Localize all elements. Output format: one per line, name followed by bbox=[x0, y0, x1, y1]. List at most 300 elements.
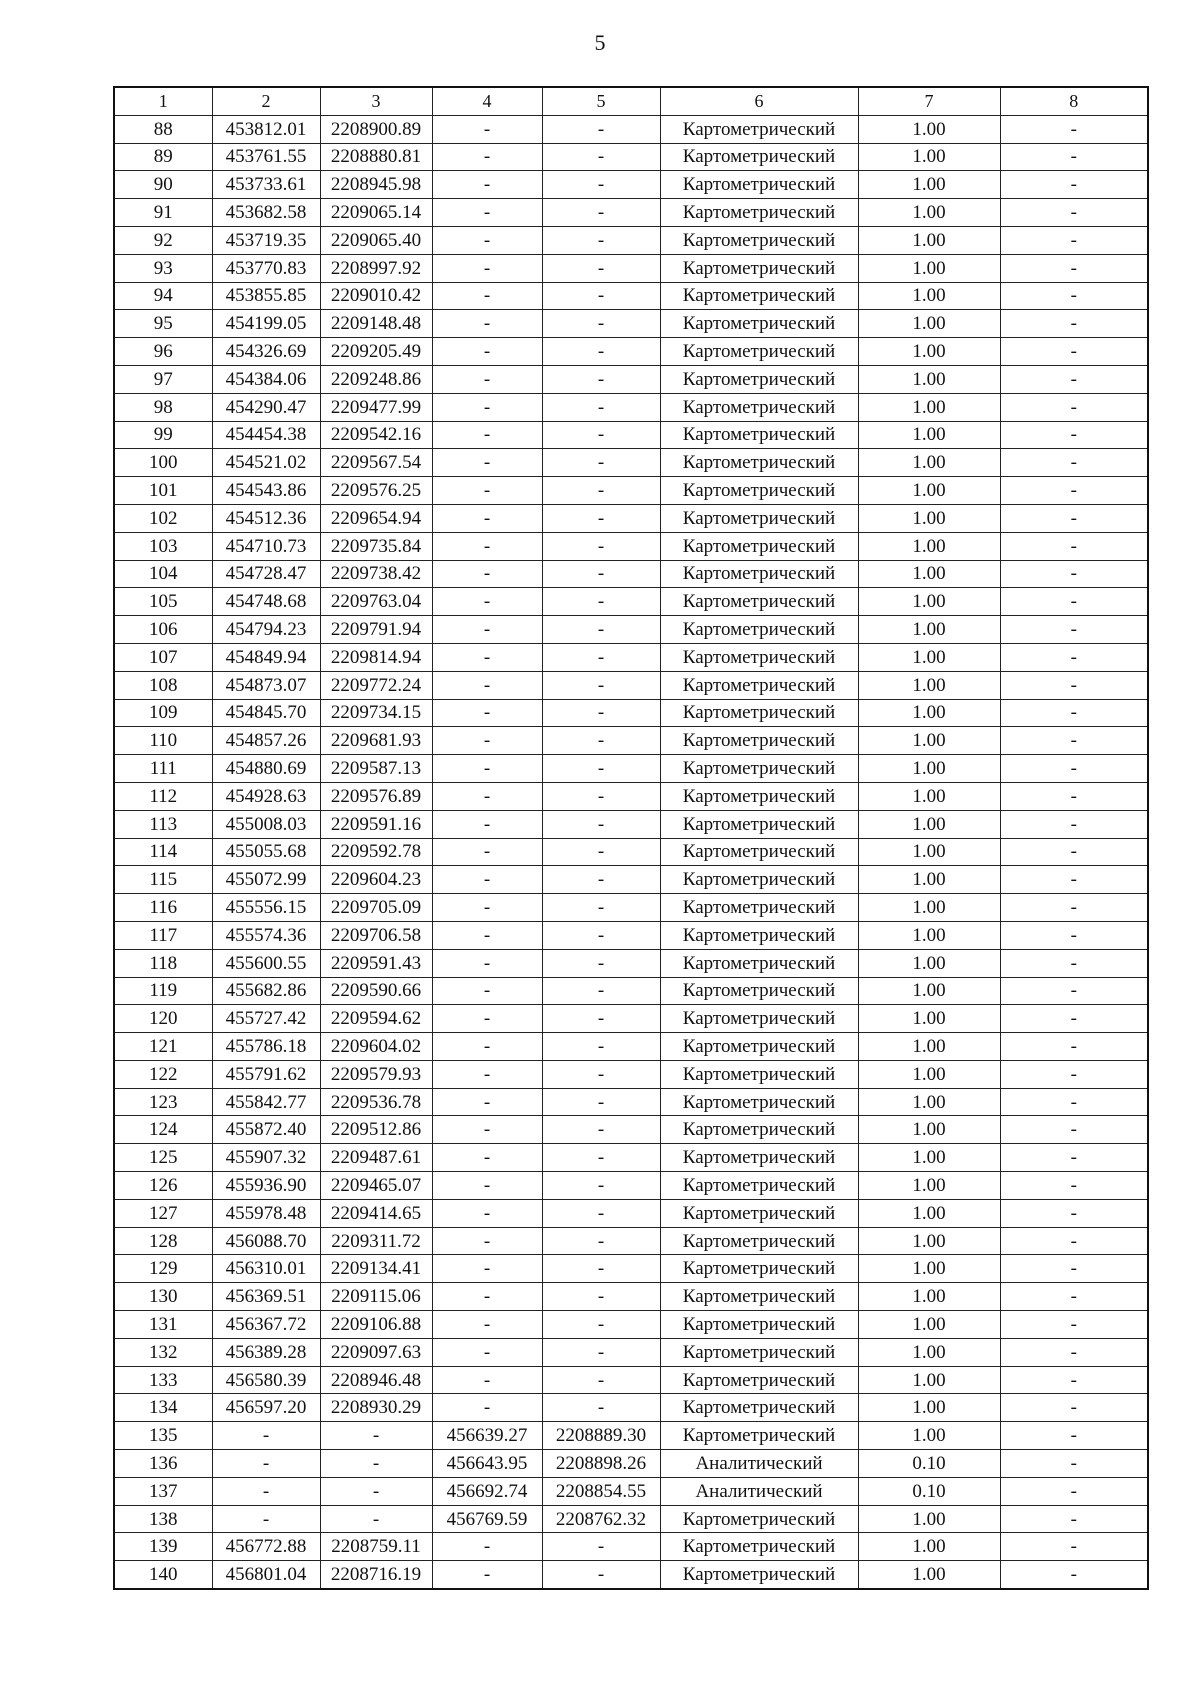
column-header: 3 bbox=[320, 87, 432, 115]
y-coordinate-cell: 2209814.94 bbox=[320, 643, 432, 671]
y-new-coordinate-cell: - bbox=[542, 393, 660, 421]
point-number-cell: 128 bbox=[114, 1227, 212, 1255]
x-new-coordinate-cell: - bbox=[432, 199, 542, 227]
point-number-cell: 129 bbox=[114, 1255, 212, 1283]
accuracy-cell: 1.00 bbox=[858, 560, 1000, 588]
point-number-cell: 101 bbox=[114, 477, 212, 505]
x-coordinate-cell: 454326.69 bbox=[212, 338, 320, 366]
y-coordinate-cell: 2209115.06 bbox=[320, 1283, 432, 1311]
y-coordinate-cell: - bbox=[320, 1505, 432, 1533]
point-number-cell: 126 bbox=[114, 1172, 212, 1200]
table-row bbox=[114, 171, 1148, 199]
accuracy-cell: 1.00 bbox=[858, 504, 1000, 532]
method-cell: Картометрический bbox=[660, 1561, 858, 1589]
method-cell: Картометрический bbox=[660, 643, 858, 671]
y-coordinate-cell: 2208946.48 bbox=[320, 1366, 432, 1394]
table-row bbox=[114, 115, 1148, 143]
y-coordinate-cell: 2209477.99 bbox=[320, 393, 432, 421]
y-new-coordinate-cell: - bbox=[542, 171, 660, 199]
x-new-coordinate-cell: 456692.74 bbox=[432, 1477, 542, 1505]
table-row bbox=[114, 838, 1148, 866]
table-row bbox=[114, 504, 1148, 532]
x-coordinate-cell: - bbox=[212, 1505, 320, 1533]
description-cell: - bbox=[1000, 1477, 1148, 1505]
description-cell: - bbox=[1000, 921, 1148, 949]
accuracy-cell: 1.00 bbox=[858, 532, 1000, 560]
table-row bbox=[114, 1561, 1148, 1589]
x-new-coordinate-cell: - bbox=[432, 1005, 542, 1033]
table-row bbox=[114, 755, 1148, 783]
table-row bbox=[114, 1422, 1148, 1450]
y-new-coordinate-cell: - bbox=[542, 977, 660, 1005]
description-cell: - bbox=[1000, 727, 1148, 755]
point-number-cell: 134 bbox=[114, 1394, 212, 1422]
method-cell: Картометрический bbox=[660, 838, 858, 866]
x-coordinate-cell: 455574.36 bbox=[212, 921, 320, 949]
y-coordinate-cell: 2208997.92 bbox=[320, 254, 432, 282]
method-cell: Картометрический bbox=[660, 699, 858, 727]
y-coordinate-cell: - bbox=[320, 1422, 432, 1450]
point-number-cell: 113 bbox=[114, 810, 212, 838]
method-cell: Картометрический bbox=[660, 588, 858, 616]
method-cell: Картометрический bbox=[660, 421, 858, 449]
x-new-coordinate-cell: - bbox=[432, 1311, 542, 1339]
method-cell: Картометрический bbox=[660, 365, 858, 393]
accuracy-cell: 1.00 bbox=[858, 1033, 1000, 1061]
x-new-coordinate-cell: - bbox=[432, 894, 542, 922]
y-new-coordinate-cell: - bbox=[542, 810, 660, 838]
accuracy-cell: 1.00 bbox=[858, 671, 1000, 699]
table-row bbox=[114, 560, 1148, 588]
y-new-coordinate-cell: - bbox=[542, 1561, 660, 1589]
x-new-coordinate-cell: - bbox=[432, 532, 542, 560]
x-coordinate-cell: 453719.35 bbox=[212, 226, 320, 254]
table-row bbox=[114, 282, 1148, 310]
y-coordinate-cell: 2209106.88 bbox=[320, 1311, 432, 1339]
x-coordinate-cell: 455008.03 bbox=[212, 810, 320, 838]
method-cell: Картометрический bbox=[660, 1505, 858, 1533]
y-coordinate-cell: 2209576.89 bbox=[320, 782, 432, 810]
x-new-coordinate-cell: - bbox=[432, 560, 542, 588]
accuracy-cell: 1.00 bbox=[858, 921, 1000, 949]
point-number-cell: 119 bbox=[114, 977, 212, 1005]
y-coordinate-cell: 2208759.11 bbox=[320, 1533, 432, 1561]
accuracy-cell: 1.00 bbox=[858, 282, 1000, 310]
accuracy-cell: 1.00 bbox=[858, 1394, 1000, 1422]
point-number-cell: 133 bbox=[114, 1366, 212, 1394]
y-coordinate-cell: 2209465.07 bbox=[320, 1172, 432, 1200]
y-coordinate-cell: 2209587.13 bbox=[320, 755, 432, 783]
point-number-cell: 115 bbox=[114, 866, 212, 894]
table-header-row bbox=[114, 87, 1148, 115]
method-cell: Картометрический bbox=[660, 949, 858, 977]
x-coordinate-cell: - bbox=[212, 1450, 320, 1478]
method-cell: Картометрический bbox=[660, 1366, 858, 1394]
point-number-cell: 104 bbox=[114, 560, 212, 588]
x-coordinate-cell: 455727.42 bbox=[212, 1005, 320, 1033]
method-cell: Картометрический bbox=[660, 977, 858, 1005]
y-new-coordinate-cell: - bbox=[542, 338, 660, 366]
accuracy-cell: 1.00 bbox=[858, 1338, 1000, 1366]
accuracy-cell: 1.00 bbox=[858, 866, 1000, 894]
x-new-coordinate-cell: - bbox=[432, 1199, 542, 1227]
description-cell: - bbox=[1000, 449, 1148, 477]
point-number-cell: 96 bbox=[114, 338, 212, 366]
x-new-coordinate-cell: - bbox=[432, 921, 542, 949]
x-coordinate-cell: 454521.02 bbox=[212, 449, 320, 477]
accuracy-cell: 1.00 bbox=[858, 1311, 1000, 1339]
accuracy-cell: 1.00 bbox=[858, 1005, 1000, 1033]
x-coordinate-cell: 454794.23 bbox=[212, 616, 320, 644]
description-cell: - bbox=[1000, 1088, 1148, 1116]
point-number-cell: 130 bbox=[114, 1283, 212, 1311]
accuracy-cell: 1.00 bbox=[858, 894, 1000, 922]
point-number-cell: 112 bbox=[114, 782, 212, 810]
method-cell: Картометрический bbox=[660, 1394, 858, 1422]
table-row bbox=[114, 1005, 1148, 1033]
y-new-coordinate-cell: - bbox=[542, 1338, 660, 1366]
y-coordinate-cell: 2209567.54 bbox=[320, 449, 432, 477]
accuracy-cell: 1.00 bbox=[858, 782, 1000, 810]
x-new-coordinate-cell: - bbox=[432, 1533, 542, 1561]
description-cell: - bbox=[1000, 1338, 1148, 1366]
y-coordinate-cell: 2208900.89 bbox=[320, 115, 432, 143]
x-coordinate-cell: 453682.58 bbox=[212, 199, 320, 227]
x-new-coordinate-cell: - bbox=[432, 226, 542, 254]
y-coordinate-cell: 2209591.16 bbox=[320, 810, 432, 838]
accuracy-cell: 1.00 bbox=[858, 755, 1000, 783]
accuracy-cell: 1.00 bbox=[858, 226, 1000, 254]
y-new-coordinate-cell: - bbox=[542, 477, 660, 505]
table-row bbox=[114, 338, 1148, 366]
accuracy-cell: 1.00 bbox=[858, 171, 1000, 199]
x-new-coordinate-cell: - bbox=[432, 671, 542, 699]
method-cell: Картометрический bbox=[660, 449, 858, 477]
y-new-coordinate-cell: - bbox=[542, 727, 660, 755]
point-number-cell: 102 bbox=[114, 504, 212, 532]
accuracy-cell: 1.00 bbox=[858, 338, 1000, 366]
method-cell: Картометрический bbox=[660, 1533, 858, 1561]
description-cell: - bbox=[1000, 810, 1148, 838]
table-row bbox=[114, 727, 1148, 755]
x-coordinate-cell: 454849.94 bbox=[212, 643, 320, 671]
table-row bbox=[114, 1060, 1148, 1088]
y-coordinate-cell: 2209763.04 bbox=[320, 588, 432, 616]
accuracy-cell: 1.00 bbox=[858, 1561, 1000, 1589]
accuracy-cell: 1.00 bbox=[858, 365, 1000, 393]
x-new-coordinate-cell: - bbox=[432, 1172, 542, 1200]
x-coordinate-cell: 455842.77 bbox=[212, 1088, 320, 1116]
point-number-cell: 110 bbox=[114, 727, 212, 755]
x-coordinate-cell: 455600.55 bbox=[212, 949, 320, 977]
x-coordinate-cell: 453770.83 bbox=[212, 254, 320, 282]
page-number: 5 bbox=[594, 30, 606, 55]
table-row bbox=[114, 949, 1148, 977]
table-row bbox=[114, 921, 1148, 949]
point-number-cell: 123 bbox=[114, 1088, 212, 1116]
y-coordinate-cell: 2209512.86 bbox=[320, 1116, 432, 1144]
table-row bbox=[114, 1366, 1148, 1394]
y-coordinate-cell: 2209311.72 bbox=[320, 1227, 432, 1255]
table-row bbox=[114, 671, 1148, 699]
y-new-coordinate-cell: - bbox=[542, 282, 660, 310]
x-new-coordinate-cell: - bbox=[432, 254, 542, 282]
table-row bbox=[114, 1505, 1148, 1533]
x-new-coordinate-cell: - bbox=[432, 1060, 542, 1088]
description-cell: - bbox=[1000, 310, 1148, 338]
description-cell: - bbox=[1000, 1227, 1148, 1255]
x-coordinate-cell: 453855.85 bbox=[212, 282, 320, 310]
y-new-coordinate-cell: - bbox=[542, 588, 660, 616]
table-row bbox=[114, 616, 1148, 644]
table-row bbox=[114, 226, 1148, 254]
point-number-cell: 94 bbox=[114, 282, 212, 310]
method-cell: Картометрический bbox=[660, 1116, 858, 1144]
x-coordinate-cell: 453733.61 bbox=[212, 171, 320, 199]
accuracy-cell: 1.00 bbox=[858, 1199, 1000, 1227]
y-new-coordinate-cell: - bbox=[542, 866, 660, 894]
x-new-coordinate-cell: - bbox=[432, 477, 542, 505]
accuracy-cell: 1.00 bbox=[858, 254, 1000, 282]
x-new-coordinate-cell: - bbox=[432, 1338, 542, 1366]
description-cell: - bbox=[1000, 699, 1148, 727]
y-new-coordinate-cell: 2208762.32 bbox=[542, 1505, 660, 1533]
x-coordinate-cell: 456801.04 bbox=[212, 1561, 320, 1589]
x-coordinate-cell: 456367.72 bbox=[212, 1311, 320, 1339]
point-number-cell: 99 bbox=[114, 421, 212, 449]
table-row bbox=[114, 477, 1148, 505]
y-new-coordinate-cell: - bbox=[542, 838, 660, 866]
x-coordinate-cell: 455786.18 bbox=[212, 1033, 320, 1061]
x-new-coordinate-cell: - bbox=[432, 616, 542, 644]
y-coordinate-cell: 2209738.42 bbox=[320, 560, 432, 588]
y-new-coordinate-cell: - bbox=[542, 1116, 660, 1144]
method-cell: Картометрический bbox=[660, 782, 858, 810]
y-coordinate-cell: 2209772.24 bbox=[320, 671, 432, 699]
description-cell: - bbox=[1000, 643, 1148, 671]
accuracy-cell: 1.00 bbox=[858, 643, 1000, 671]
y-coordinate-cell: 2209735.84 bbox=[320, 532, 432, 560]
y-new-coordinate-cell: - bbox=[542, 643, 660, 671]
description-cell: - bbox=[1000, 1366, 1148, 1394]
table-row bbox=[114, 254, 1148, 282]
y-new-coordinate-cell: - bbox=[542, 894, 660, 922]
description-cell: - bbox=[1000, 1505, 1148, 1533]
description-cell: - bbox=[1000, 1005, 1148, 1033]
x-new-coordinate-cell: - bbox=[432, 1227, 542, 1255]
x-new-coordinate-cell: - bbox=[432, 838, 542, 866]
method-cell: Картометрический bbox=[660, 755, 858, 783]
description-cell: - bbox=[1000, 504, 1148, 532]
x-new-coordinate-cell: - bbox=[432, 310, 542, 338]
y-new-coordinate-cell: 2208889.30 bbox=[542, 1422, 660, 1450]
x-new-coordinate-cell: - bbox=[432, 1561, 542, 1589]
x-new-coordinate-cell: - bbox=[432, 755, 542, 783]
point-number-cell: 97 bbox=[114, 365, 212, 393]
accuracy-cell: 1.00 bbox=[858, 1422, 1000, 1450]
description-cell: - bbox=[1000, 226, 1148, 254]
accuracy-cell: 1.00 bbox=[858, 1144, 1000, 1172]
y-coordinate-cell: - bbox=[320, 1477, 432, 1505]
y-new-coordinate-cell: - bbox=[542, 1060, 660, 1088]
y-coordinate-cell: 2209065.40 bbox=[320, 226, 432, 254]
y-new-coordinate-cell: - bbox=[542, 532, 660, 560]
column-header: 8 bbox=[1000, 87, 1148, 115]
x-new-coordinate-cell: - bbox=[432, 866, 542, 894]
x-coordinate-cell: 456389.28 bbox=[212, 1338, 320, 1366]
x-new-coordinate-cell: - bbox=[432, 699, 542, 727]
accuracy-cell: 0.10 bbox=[858, 1477, 1000, 1505]
table-row bbox=[114, 588, 1148, 616]
x-coordinate-cell: 454384.06 bbox=[212, 365, 320, 393]
x-coordinate-cell: 454845.70 bbox=[212, 699, 320, 727]
x-coordinate-cell: 454928.63 bbox=[212, 782, 320, 810]
y-new-coordinate-cell: - bbox=[542, 1144, 660, 1172]
point-number-cell: 108 bbox=[114, 671, 212, 699]
method-cell: Картометрический bbox=[660, 1255, 858, 1283]
accuracy-cell: 1.00 bbox=[858, 1505, 1000, 1533]
x-new-coordinate-cell: - bbox=[432, 643, 542, 671]
x-coordinate-cell: 454290.47 bbox=[212, 393, 320, 421]
description-cell: - bbox=[1000, 115, 1148, 143]
y-coordinate-cell: 2209604.23 bbox=[320, 866, 432, 894]
description-cell: - bbox=[1000, 1394, 1148, 1422]
y-coordinate-cell: 2208716.19 bbox=[320, 1561, 432, 1589]
table-row bbox=[114, 1116, 1148, 1144]
method-cell: Картометрический bbox=[660, 671, 858, 699]
y-new-coordinate-cell: - bbox=[542, 1088, 660, 1116]
accuracy-cell: 1.00 bbox=[858, 1227, 1000, 1255]
method-cell: Картометрический bbox=[660, 1088, 858, 1116]
y-coordinate-cell: 2208930.29 bbox=[320, 1394, 432, 1422]
point-number-cell: 91 bbox=[114, 199, 212, 227]
y-new-coordinate-cell: - bbox=[542, 699, 660, 727]
point-number-cell: 135 bbox=[114, 1422, 212, 1450]
description-cell: - bbox=[1000, 1533, 1148, 1561]
accuracy-cell: 1.00 bbox=[858, 1172, 1000, 1200]
table-row bbox=[114, 421, 1148, 449]
accuracy-cell: 1.00 bbox=[858, 1088, 1000, 1116]
y-new-coordinate-cell: - bbox=[542, 671, 660, 699]
x-new-coordinate-cell: - bbox=[432, 588, 542, 616]
y-new-coordinate-cell: - bbox=[542, 1227, 660, 1255]
point-number-cell: 139 bbox=[114, 1533, 212, 1561]
y-coordinate-cell: 2209487.61 bbox=[320, 1144, 432, 1172]
table-row bbox=[114, 1533, 1148, 1561]
description-cell: - bbox=[1000, 199, 1148, 227]
method-cell: Картометрический bbox=[660, 226, 858, 254]
table-row bbox=[114, 143, 1148, 171]
table-row bbox=[114, 1088, 1148, 1116]
method-cell: Картометрический bbox=[660, 1338, 858, 1366]
coordinates-table bbox=[113, 86, 1149, 1590]
description-cell: - bbox=[1000, 254, 1148, 282]
point-number-cell: 118 bbox=[114, 949, 212, 977]
table-row bbox=[114, 1199, 1148, 1227]
method-cell: Картометрический bbox=[660, 504, 858, 532]
description-cell: - bbox=[1000, 782, 1148, 810]
method-cell: Картометрический bbox=[660, 1144, 858, 1172]
method-cell: Картометрический bbox=[660, 1283, 858, 1311]
x-coordinate-cell: 454748.68 bbox=[212, 588, 320, 616]
method-cell: Картометрический bbox=[660, 616, 858, 644]
x-coordinate-cell: 454857.26 bbox=[212, 727, 320, 755]
x-coordinate-cell: 454199.05 bbox=[212, 310, 320, 338]
accuracy-cell: 1.00 bbox=[858, 1533, 1000, 1561]
x-new-coordinate-cell: - bbox=[432, 810, 542, 838]
y-coordinate-cell: 2209414.65 bbox=[320, 1199, 432, 1227]
description-cell: - bbox=[1000, 755, 1148, 783]
x-coordinate-cell: 456580.39 bbox=[212, 1366, 320, 1394]
description-cell: - bbox=[1000, 1116, 1148, 1144]
y-coordinate-cell: 2209148.48 bbox=[320, 310, 432, 338]
column-header: 5 bbox=[542, 87, 660, 115]
point-number-cell: 106 bbox=[114, 616, 212, 644]
description-cell: - bbox=[1000, 143, 1148, 171]
accuracy-cell: 1.00 bbox=[858, 1283, 1000, 1311]
y-new-coordinate-cell: - bbox=[542, 143, 660, 171]
column-header: 6 bbox=[660, 87, 858, 115]
x-new-coordinate-cell: - bbox=[432, 727, 542, 755]
method-cell: Картометрический bbox=[660, 1033, 858, 1061]
y-new-coordinate-cell: - bbox=[542, 1005, 660, 1033]
method-cell: Картометрический bbox=[660, 866, 858, 894]
x-new-coordinate-cell: - bbox=[432, 1366, 542, 1394]
method-cell: Аналитический bbox=[660, 1450, 858, 1478]
accuracy-cell: 1.00 bbox=[858, 143, 1000, 171]
method-cell: Картометрический bbox=[660, 1060, 858, 1088]
y-coordinate-cell: 2209681.93 bbox=[320, 727, 432, 755]
description-cell: - bbox=[1000, 1450, 1148, 1478]
y-coordinate-cell: 2209097.63 bbox=[320, 1338, 432, 1366]
method-cell: Картометрический bbox=[660, 532, 858, 560]
accuracy-cell: 1.00 bbox=[858, 449, 1000, 477]
y-coordinate-cell: 2209734.15 bbox=[320, 699, 432, 727]
x-coordinate-cell: 453812.01 bbox=[212, 115, 320, 143]
y-new-coordinate-cell: 2208898.26 bbox=[542, 1450, 660, 1478]
method-cell: Картометрический bbox=[660, 254, 858, 282]
x-new-coordinate-cell: - bbox=[432, 143, 542, 171]
table-row bbox=[114, 393, 1148, 421]
x-new-coordinate-cell: 456769.59 bbox=[432, 1505, 542, 1533]
y-new-coordinate-cell: - bbox=[542, 226, 660, 254]
x-coordinate-cell: 455556.15 bbox=[212, 894, 320, 922]
description-cell: - bbox=[1000, 1422, 1148, 1450]
y-coordinate-cell: 2209604.02 bbox=[320, 1033, 432, 1061]
x-coordinate-cell: 454873.07 bbox=[212, 671, 320, 699]
description-cell: - bbox=[1000, 532, 1148, 560]
description-cell: - bbox=[1000, 949, 1148, 977]
column-header: 7 bbox=[858, 87, 1000, 115]
table-row bbox=[114, 1450, 1148, 1478]
method-cell: Картометрический bbox=[660, 810, 858, 838]
accuracy-cell: 1.00 bbox=[858, 838, 1000, 866]
x-coordinate-cell: 456088.70 bbox=[212, 1227, 320, 1255]
y-new-coordinate-cell: - bbox=[542, 254, 660, 282]
method-cell: Картометрический bbox=[660, 310, 858, 338]
method-cell: Картометрический bbox=[660, 1311, 858, 1339]
accuracy-cell: 1.00 bbox=[858, 727, 1000, 755]
description-cell: - bbox=[1000, 1311, 1148, 1339]
y-new-coordinate-cell: - bbox=[542, 449, 660, 477]
accuracy-cell: 1.00 bbox=[858, 1060, 1000, 1088]
table-body bbox=[114, 87, 1148, 1589]
table-row bbox=[114, 1338, 1148, 1366]
method-cell: Картометрический bbox=[660, 1172, 858, 1200]
x-new-coordinate-cell: - bbox=[432, 1255, 542, 1283]
x-new-coordinate-cell: - bbox=[432, 421, 542, 449]
description-cell: - bbox=[1000, 616, 1148, 644]
